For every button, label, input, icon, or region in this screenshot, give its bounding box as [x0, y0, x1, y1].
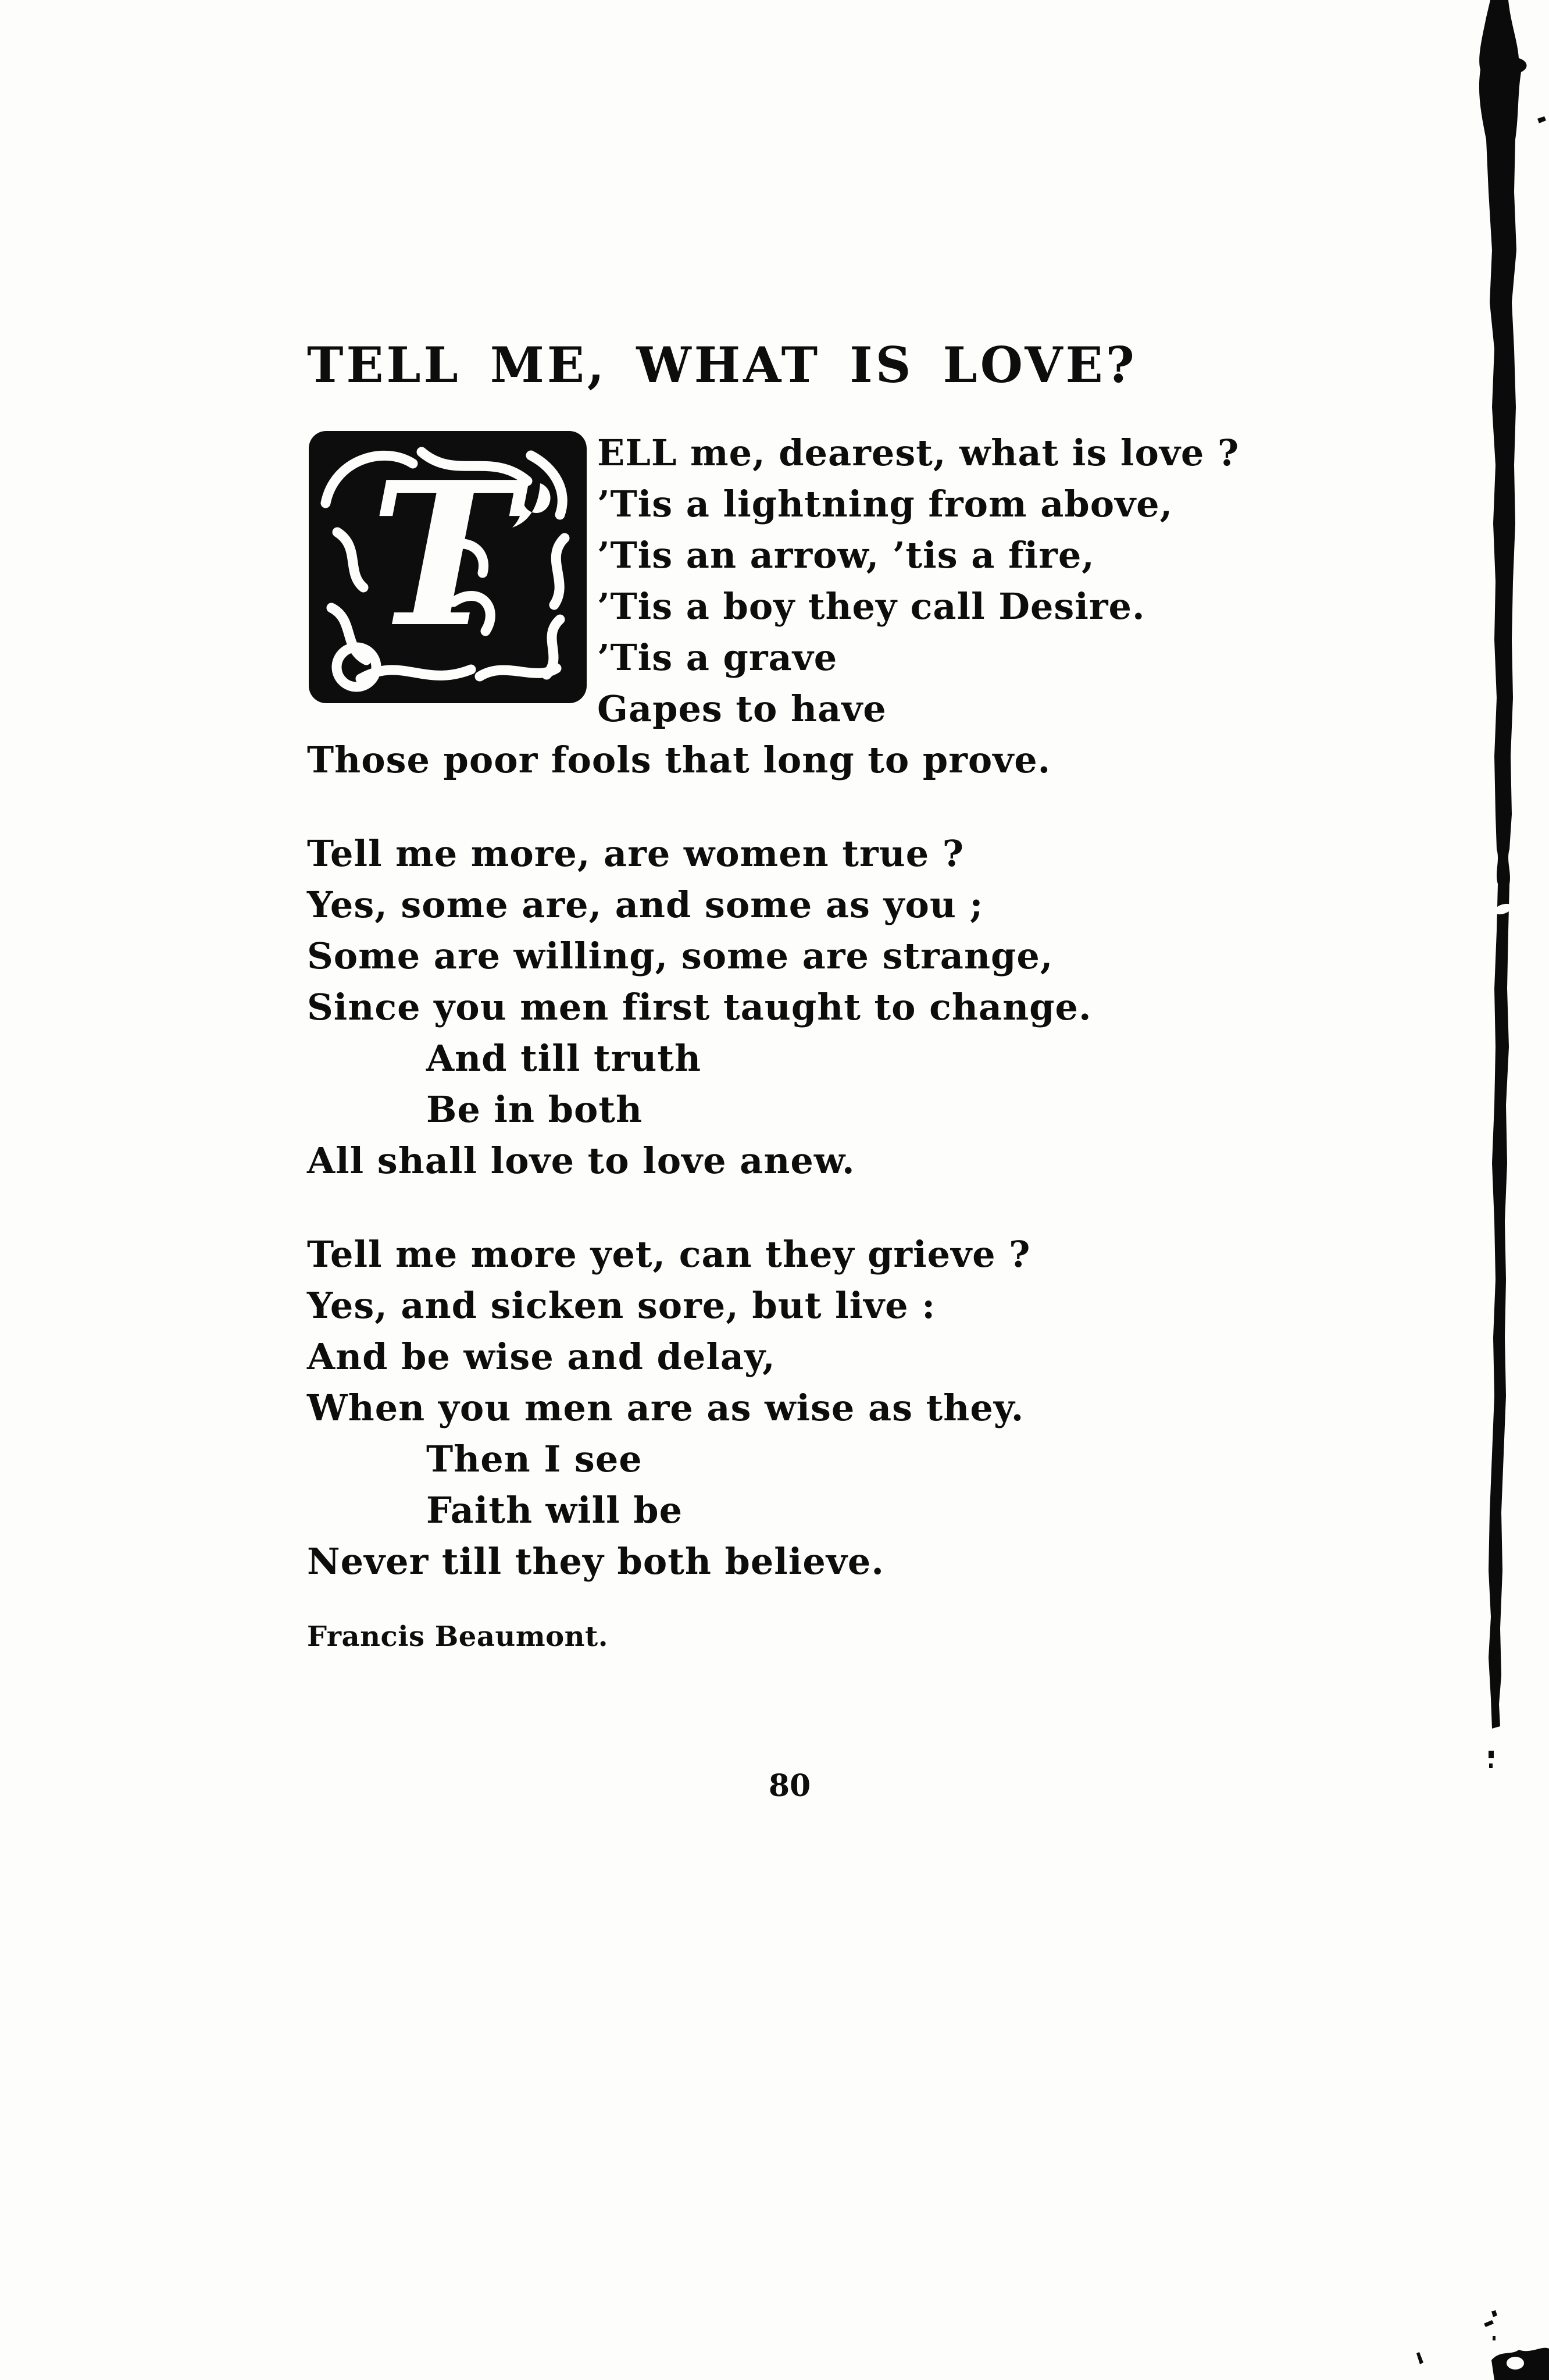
- poem-line: ELL me, dearest, what is love ?: [597, 432, 1240, 474]
- poem-line: ’Tis a boy they call Desire.: [597, 585, 1145, 628]
- poem-line: ’Tis a grave: [597, 636, 838, 679]
- bottom-left-tick: [1416, 2352, 1423, 2364]
- corner-blob: [1491, 2348, 1549, 2380]
- poem-line: Faith will be: [426, 1489, 683, 1531]
- poem-line: And be wise and delay,: [307, 1335, 776, 1378]
- poem-line: Yes, and sicken sore, but live :: [307, 1284, 936, 1327]
- poem-line: Gapes to have: [597, 687, 887, 730]
- poem-line: Then I see: [426, 1438, 643, 1480]
- poem-line: And till truth: [426, 1037, 702, 1079]
- page-number: 80: [768, 1768, 811, 1804]
- bottom-speck: [1491, 2310, 1497, 2317]
- poem-line: All shall love to love anew.: [307, 1139, 855, 1182]
- stanza-1: [307, 427, 1272, 786]
- stanza-3: [307, 1229, 1272, 1587]
- poem-line: Be in both: [426, 1088, 643, 1131]
- poem-title: TELL ME, WHAT IS LOVE?: [307, 336, 1137, 394]
- poem-line: Tell me more yet, can they grieve ?: [307, 1233, 1031, 1275]
- bottom-speck: [1493, 2336, 1496, 2340]
- poem-line: Since you men first taught to change.: [307, 986, 1092, 1028]
- corner-blob-hole: [1507, 2357, 1524, 2370]
- stanza-2: [307, 828, 1272, 1187]
- svg-text:T: T: [370, 439, 517, 671]
- mid-speck: [1489, 1751, 1494, 1758]
- poem-line: Those poor fools that long to prove.: [307, 739, 1051, 781]
- poem-line: Tell me more, are women true ?: [307, 832, 965, 875]
- poem-line: Never till they both believe.: [307, 1540, 884, 1583]
- gutter-streak: [1479, 0, 1527, 1729]
- poem: [307, 427, 1272, 1587]
- page-content: [307, 336, 1272, 1805]
- poem-line: ’Tis an arrow, ’tis a fire,: [597, 534, 1095, 576]
- drop-cap-ornament-icon: [305, 427, 590, 707]
- poem-line: Some are willing, some are strange,: [307, 935, 1054, 977]
- poem-line: ’Tis a lightning from above,: [597, 483, 1173, 525]
- top-right-speck: [1537, 116, 1546, 123]
- poem-line: Yes, some are, and some as you ;: [307, 883, 984, 926]
- poem-line: When you men are as wise as they.: [307, 1387, 1025, 1429]
- streak-hole: [1493, 902, 1513, 916]
- mid-speck: [1489, 1763, 1493, 1768]
- author-attribution: Francis Beaumont.: [307, 1620, 608, 1653]
- bottom-speck: [1484, 2320, 1494, 2327]
